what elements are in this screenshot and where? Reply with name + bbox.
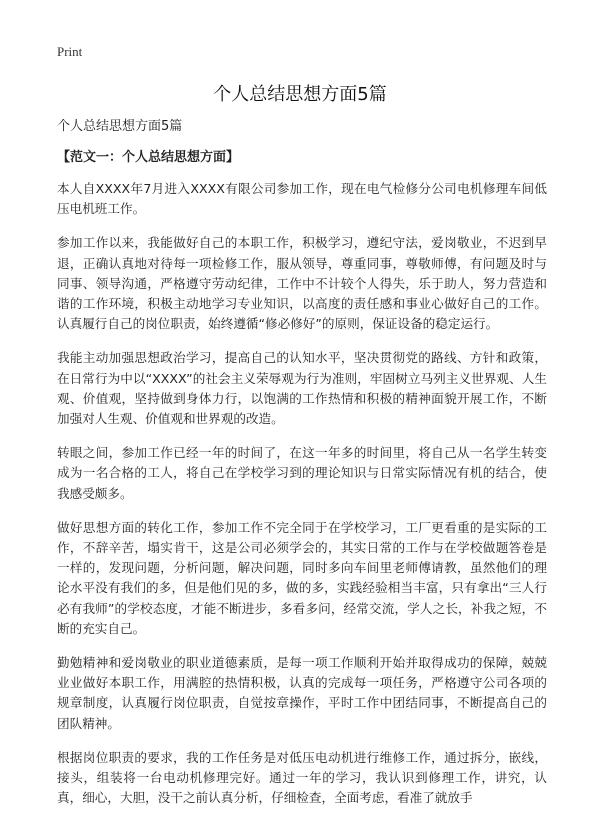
paragraph-1: 本人自XXXX年7月进入XXXX有限公司参加工作，现在电气检修分公司电机修理车间低压电机班工作。 — [57, 181, 547, 217]
document-subtitle: 个人总结思想方面5篇 — [57, 119, 183, 134]
print-link[interactable]: Print — [57, 44, 83, 59]
paragraph-4: 转眼之间，参加工作已经一年的时间了，在这一年多的时间里，将自己从一名学生转变成为一名合格的工人，将自己在学校学习到的理论知识与日常实际情况有机的结合，使我感受颇多。 — [57, 445, 547, 501]
paragraph-2: 参加工作以来，我能做好自己的本职工作，积极学习，遵纪守法，爱岗敬业，不迟到早退，正确认真地对待每一项检修工作，服从领导，尊重同事，尊敬师傅，有问题及时与同事、领导沟通，严格遵守劳动纪律，工作中不计较个人得失，乐于助人，努力营造和谐的工作环境，积极主动地学习专业知识，以高度的责任感和事业心做好自己的工作。认真履行自己的岗位职责，始终遵循“修必修好”的原则，保证设备的稳定运行。 — [57, 235, 547, 332]
document-title: 个人总结思想方面5篇 — [213, 84, 387, 105]
paragraph-7: 根据岗位职责的要求，我的工作任务是对低压电动机进行维修工作，通过拆分，嵌线，接头，组装将一台电动机修理完好。通过一年的学习，我认识到修理工作，讲究，认真，细心，大胆，没干之前认真分析，仔细检查，全面考虑，看准了就放手 — [57, 749, 547, 806]
paragraph-5: 做好思想方面的转化工作，参加工作不完全同于在学校学习，工厂更看重的是实际的工作，不辞辛苦，塌实肯干，这是公司必须学会的，其实日常的工作与在学校做题答卷是一样的，发现问题，分析问题，解决问题，同时多向车间里老师傅请教，虽然他们的理论水平没有我们的多，但是他们见的多，做的多，实践经验相当丰富，只有拿出“三人行必有我师”的学校态度，才能不断进步，多看多问，经常交流，学人之长，补我之短，不断的充实自己。 — [57, 519, 547, 636]
paragraph-3: 我能主动加强思想政治学习，提高自己的认知水平，坚决贯彻党的路线、方针和政策，在日常行为中以“XXXX”的社会主义荣辱观为行为准则，牢固树立马列主义世界观、人生观、价值观，坚持做到身体力行，以饱满的工作热情和积极的精神面貌开展工作，不断加强对人生观、价值观和世界观的改造。 — [57, 350, 547, 427]
document-body — [57, 118, 547, 822]
section-heading: 【范文一：个人总结思想方面】 — [57, 150, 240, 165]
paragraph-6: 勤勉精神和爱岗敬业的职业道德素质，是每一项工作顺利开始并取得成功的保障，兢兢业业做好本职工作，用满腔的热情积极，认真的完成每一项任务，严格遵守公司各项的规章制度，认真履行岗位职责，自觉按章操作，平时工作中团结同事，不断提高自己的团队精神。 — [57, 655, 547, 731]
